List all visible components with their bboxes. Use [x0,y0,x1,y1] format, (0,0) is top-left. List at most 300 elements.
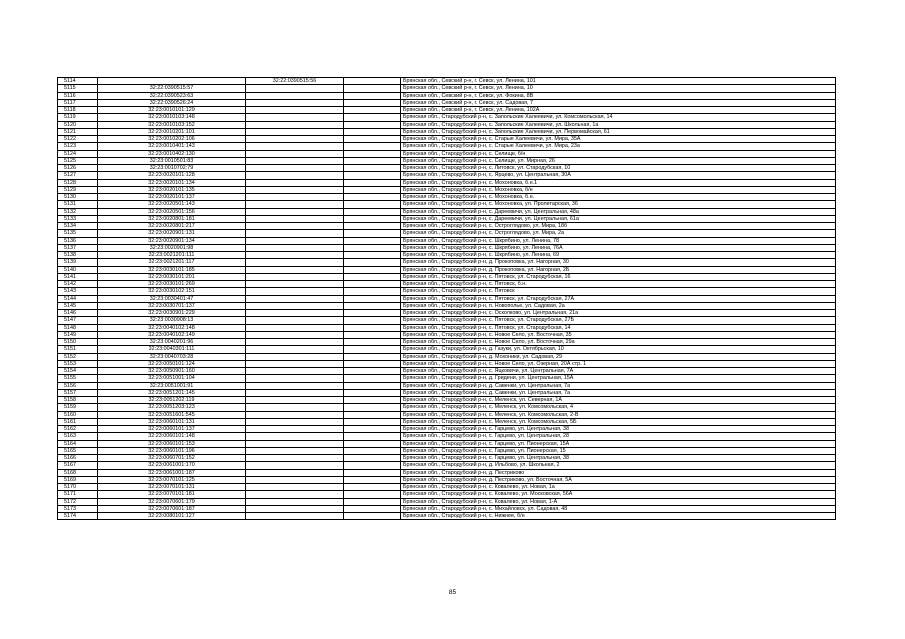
empty-cell [344,201,401,208]
cadastral-number-alt-cell [246,150,344,157]
address-cell: Брянская обл., Стародубский р-н, с. Запольские Халеевичи, ул. Первомайская, 61 [401,128,836,135]
row-number-cell: 5153 [58,360,98,367]
row-number-cell: 5157 [58,389,98,396]
cadastral-number-cell: 32:23:0030101:201 [98,273,246,280]
table-row [58,237,836,244]
address-cell: Брянская обл., Стародубский р-н, с. Гарцево, ул. Пионерская, 15 [401,447,836,454]
cadastral-number-alt-cell [246,389,344,396]
cadastral-number-cell: 32:23:0020101:135 [98,186,246,193]
cadastral-number-alt-cell [246,382,344,389]
cadastral-number-cell: 32:23:0050901:160 [98,368,246,375]
cadastral-number-cell: 32:23:0060101:131 [98,418,246,425]
address-cell: Брянская обл., Севский р-н, г. Севск, ул. Садовая, 7 [401,99,836,106]
address-cell: Брянская обл., Стародубский р-н, с. Пятовск, ул. Стародубская, 27А [401,295,836,302]
cadastral-number-alt-cell [246,360,344,367]
cadastral-number-cell: 32:23:0030102:151 [98,288,246,295]
row-number-cell: 5128 [58,179,98,186]
table-row [58,230,836,237]
empty-cell [344,252,401,259]
cadastral-number-alt-cell [246,157,344,164]
table-row [58,215,836,222]
table-row [58,331,836,338]
address-cell: Брянская обл., Стародубский р-н, с. Новое Село, ул. Озерная, 20А стр. 1 [401,360,836,367]
cadastral-number-alt-cell [246,368,344,375]
cadastral-number-cell: 32:23:0070101:181 [98,491,246,498]
empty-cell [344,208,401,215]
empty-cell [344,411,401,418]
table-row [58,411,836,418]
row-number-cell: 5142 [58,281,98,288]
table-row [58,281,836,288]
cadastral-number-cell: 32:23:0020501:156 [98,208,246,215]
empty-cell [344,244,401,251]
row-number-cell: 5121 [58,128,98,135]
row-number-cell: 5139 [58,259,98,266]
cadastral-number-alt-cell [246,447,344,454]
table-row [58,244,836,251]
cadastral-number-alt-cell [246,491,344,498]
table-row [58,172,836,179]
table-row [58,455,836,462]
address-cell: Брянская обл., Стародубский р-н, с. Остроглядово, ул. Мира, 2а [401,230,836,237]
row-number-cell: 5152 [58,353,98,360]
table-row [58,114,836,121]
cadastral-number-cell: 32:23:0040102:148 [98,324,246,331]
cadastral-number-cell: 32:23:0010401:143 [98,143,246,150]
empty-cell [344,382,401,389]
address-cell: Брянская обл., Стародубский р-н, с. Пятовск, б.н. [401,281,836,288]
row-number-cell: 5141 [58,273,98,280]
address-cell: Брянская обл., Стародубский р-н, с. Новое Село, ул. Восточная, 29а [401,339,836,346]
address-cell: Брянская обл., Стародубский р-н, с. Ковалево, ул. Новая, 1-А [401,498,836,505]
cadastral-number-alt-cell [246,375,344,382]
empty-cell [344,92,401,99]
table-row [58,121,836,128]
address-cell: Брянская обл., Стародубский р-н, с. Гарцево, ул. Центральная, 28 [401,433,836,440]
row-number-cell: 5164 [58,440,98,447]
table-row [58,360,836,367]
address-cell: Брянская обл., Стародубский р-н, с. Шкрябино, ул. Ленина, 69 [401,252,836,259]
cadastral-number-alt-cell [246,179,344,186]
cadastral-number-cell: 32:23:0020801:181 [98,215,246,222]
empty-cell [344,447,401,454]
cadastral-number-cell: 32:23:0010103:152 [98,121,246,128]
empty-cell [344,259,401,266]
cadastral-number-alt-cell [246,136,344,143]
empty-cell [344,273,401,280]
registry-table [57,77,836,520]
table-row [58,273,836,280]
empty-cell [344,179,401,186]
address-cell: Брянская обл., Стародубский р-н, д. Савенки, ул. Центральная, 7а [401,382,836,389]
empty-cell [344,513,401,520]
table-row [58,186,836,193]
cadastral-number-alt-cell [246,252,344,259]
table-row [58,513,836,520]
cadastral-number-cell: 32:23:0010103:148 [98,114,246,121]
cadastral-number-cell: 32:23:0020501:143 [98,201,246,208]
cadastral-number-cell: 32:23:0080101:127 [98,513,246,520]
address-cell: Брянская обл., Стародубский р-н, с. Мохоновка, б.н. [401,194,836,201]
address-cell: Брянская обл., Севский р-н, г. Севск, ул. Фокина, 8В [401,92,836,99]
table-row [58,157,836,164]
empty-cell [344,157,401,164]
cadastral-number-alt-cell: 32:22:0390515:56 [246,78,344,85]
empty-cell [344,440,401,447]
row-number-cell: 5170 [58,484,98,491]
row-number-cell: 5127 [58,172,98,179]
cadastral-number-cell: 32:23:0060101:148 [98,433,246,440]
empty-cell [344,150,401,157]
table-row [58,469,836,476]
cadastral-number-alt-cell [246,244,344,251]
page-number: 85 [448,589,457,596]
address-cell: Брянская обл., Стародубский р-н, д. Прокоповка, ул. Нагорная, 2Б [401,266,836,273]
cadastral-number-alt-cell [246,346,344,353]
address-cell: Брянская обл., Стародубский р-н, с. Нижнее, б/н [401,513,836,520]
row-number-cell: 5138 [58,252,98,259]
row-number-cell: 5137 [58,244,98,251]
table-row [58,418,836,425]
address-cell: Брянская обл., Стародубский р-н, с. Шкрябино, ул. Ленина, 76А [401,244,836,251]
empty-cell [344,404,401,411]
address-cell: Брянская обл., Стародубский р-н, с. Яцковичи, ул. Центральная, 7А [401,368,836,375]
cadastral-number-alt-cell [246,114,344,121]
row-number-cell: 5165 [58,447,98,454]
row-number-cell: 5135 [58,230,98,237]
empty-cell [344,78,401,85]
row-number-cell: 5122 [58,136,98,143]
row-number-cell: 5160 [58,411,98,418]
cadastral-number-alt-cell [246,404,344,411]
cadastral-number-cell: 32:23:0061001:170 [98,462,246,469]
address-cell: Брянская обл., Стародубский р-н, с. Меленск, ул. Северная, 1А [401,397,836,404]
cadastral-number-cell: 32:23:0021201:117 [98,259,246,266]
row-number-cell: 5124 [58,150,98,157]
cadastral-number-alt-cell [246,107,344,114]
cadastral-number-alt-cell [246,121,344,128]
cadastral-number-alt-cell [246,237,344,244]
row-number-cell: 5169 [58,476,98,483]
row-number-cell: 5119 [58,114,98,121]
table-row [58,150,836,157]
table-row [58,368,836,375]
table-row [58,404,836,411]
address-cell: Брянская обл., Севский р-н, г. Севск, ул. Ленина, 101 [401,78,836,85]
table-row [58,194,836,201]
cadastral-number-cell: 32:23:0040703:28 [98,353,246,360]
address-cell: Брянская обл., Стародубский р-н, с. Пятовск, ул. Стародубская, 27Б [401,317,836,324]
table-row [58,78,836,85]
cadastral-number-cell: 32:23:0051601:545 [98,411,246,418]
empty-cell [344,353,401,360]
address-cell: Брянская обл., Стародубский р-н, с. Мохоновка, ул. Пролетарская, 36 [401,201,836,208]
cadastral-number-alt-cell [246,92,344,99]
cadastral-number-cell [98,78,246,85]
table-row [58,252,836,259]
row-number-cell: 5134 [58,223,98,230]
empty-cell [344,99,401,106]
row-number-cell: 5154 [58,368,98,375]
empty-cell [344,455,401,462]
row-number-cell: 5143 [58,288,98,295]
address-cell: Брянская обл., Стародубский р-н, д. Гридени, ул. Центральная, 15А [401,375,836,382]
row-number-cell: 5114 [58,78,98,85]
cadastral-number-alt-cell [246,462,344,469]
empty-cell [344,237,401,244]
table-row [58,462,836,469]
row-number-cell: 5131 [58,201,98,208]
row-number-cell: 5150 [58,339,98,346]
table-row [58,136,836,143]
cadastral-number-alt-cell [246,324,344,331]
table-row [58,484,836,491]
table-row [58,99,836,106]
cadastral-number-alt-cell [246,353,344,360]
cadastral-number-alt-cell [246,339,344,346]
address-cell: Брянская обл., Стародубский р-н, с. Меленск, ул. Комсомольская, 5Б [401,418,836,425]
cadastral-number-cell: 32:23:0030101:185 [98,266,246,273]
cadastral-number-cell: 32:23:0020901:131 [98,230,246,237]
empty-cell [344,498,401,505]
empty-cell [344,302,401,309]
cadastral-number-cell: 32:23:0020101:134 [98,179,246,186]
table-row [58,353,836,360]
empty-cell [344,194,401,201]
empty-cell [344,389,401,396]
row-number-cell: 5145 [58,302,98,309]
row-number-cell: 5118 [58,107,98,114]
cadastral-number-cell: 32:23:0030901:229 [98,310,246,317]
address-cell: Брянская обл., Стародубский р-н, с. Старые Халеевичи, ул. Мира, 35А [401,136,836,143]
row-number-cell: 5123 [58,143,98,150]
empty-cell [344,114,401,121]
table-row [58,266,836,273]
cadastral-number-alt-cell [246,194,344,201]
table-row [58,440,836,447]
cadastral-number-cell: 32:23:0010201:101 [98,128,246,135]
address-cell: Брянская обл., Стародубский р-н, с. Ковалево, ул. Новая, 1а [401,484,836,491]
table-row [58,498,836,505]
row-number-cell: 5161 [58,418,98,425]
cadastral-number-alt-cell [246,440,344,447]
table-row [58,143,836,150]
cadastral-number-alt-cell [246,418,344,425]
empty-cell [344,281,401,288]
address-cell: Брянская обл., Стародубский р-н, с. Меленск, ул. Комсомольская, 4 [401,404,836,411]
cadastral-number-cell: 32:23:0070601:187 [98,505,246,512]
empty-cell [344,426,401,433]
row-number-cell: 5158 [58,397,98,404]
empty-cell [344,310,401,317]
address-cell: Брянская обл., Стародубский р-н, с. Михайловск, ул. Садовая, 48 [401,505,836,512]
table-row [58,165,836,172]
cadastral-number-cell: 32:23:0021201:111 [98,252,246,259]
empty-cell [344,172,401,179]
cadastral-number-alt-cell [246,433,344,440]
table-row [58,302,836,309]
empty-cell [344,215,401,222]
row-number-cell: 5162 [58,426,98,433]
cadastral-number-alt-cell [246,310,344,317]
row-number-cell: 5148 [58,324,98,331]
table-row [58,382,836,389]
empty-cell [344,324,401,331]
cadastral-number-cell: 32:23:0060101:196 [98,447,246,454]
row-number-cell: 5174 [58,513,98,520]
cadastral-number-alt-cell [246,186,344,193]
cadastral-number-alt-cell [246,498,344,505]
table-row [58,107,836,114]
address-cell: Брянская обл., Стародубский р-н, д. Пестриково, ул. Восточная, 5А [401,476,836,483]
cadastral-number-alt-cell [246,484,344,491]
empty-cell [344,360,401,367]
table-row [58,288,836,295]
address-cell: Брянская обл., Стародубский р-н, с. Пятовск, ул. Стародубская, 14 [401,324,836,331]
table-row [58,208,836,215]
address-cell: Брянская обл., Стародубский р-н, с. Меленск, ул. Комсомольская, 2-В [401,411,836,418]
cadastral-number-cell: 32:23:0010202:106 [98,136,246,143]
cadastral-number-alt-cell [246,469,344,476]
row-number-cell: 5126 [58,165,98,172]
table-row [58,447,836,454]
address-cell: Брянская обл., Стародубский р-н, с. Ярцево, ул. Центральная, 30А [401,172,836,179]
address-cell: Брянская обл., Стародубский р-н, с. Пятовск [401,288,836,295]
address-cell: Брянская обл., Стародубский р-н, с. Ковалево, ул. Московская, 56А [401,491,836,498]
empty-cell [344,469,401,476]
cadastral-number-alt-cell [246,201,344,208]
table-row [58,426,836,433]
cadastral-number-cell: 32:23:0010501:83 [98,157,246,164]
table-row [58,346,836,353]
address-cell: Брянская обл., Стародубский р-н, с. Запольские Халеевичи, ул. Школьная, 1а [401,121,836,128]
cadastral-number-cell: 32:23:0070601:179 [98,498,246,505]
address-cell: Брянская обл., Стародубский р-н, с. Гарцево, ул. Центральная, 38 [401,455,836,462]
address-cell: Брянская обл., Стародубский р-н, д. Ильбово, ул. Школьная, 2 [401,462,836,469]
row-number-cell: 5155 [58,375,98,382]
cadastral-number-cell: 32:23:0020901:134 [98,237,246,244]
address-cell: Брянская обл., Стародубский р-н, п. Новополье, ул. Садовая, 2а [401,302,836,309]
empty-cell [344,230,401,237]
cadastral-number-alt-cell [246,455,344,462]
address-cell: Брянская обл., Стародубский р-н, д. Газуки, ул. Октябрьская, 10 [401,346,836,353]
cadastral-number-cell: 32:22:0390515:57 [98,85,246,92]
cadastral-number-alt-cell [246,230,344,237]
row-number-cell: 5147 [58,317,98,324]
empty-cell [344,295,401,302]
cadastral-number-cell: 32:23:0051202:119 [98,397,246,404]
cadastral-number-cell: 32:23:0060701:152 [98,455,246,462]
address-cell: Брянская обл., Стародубский р-н, д. Мохоники, ул. Садовая, 29 [401,353,836,360]
table-row [58,295,836,302]
cadastral-number-cell: 32:23:0030701:137 [98,302,246,309]
address-cell: Брянская обл., Стародубский р-н, с. Старые Халеевичи, ул. Мира, 23а [401,143,836,150]
row-number-cell: 5140 [58,266,98,273]
row-number-cell: 5144 [58,295,98,302]
cadastral-number-alt-cell [246,513,344,520]
row-number-cell: 5125 [58,157,98,164]
cadastral-number-alt-cell [246,172,344,179]
address-cell: Брянская обл., Стародубский р-н, с. Дареевичи, ул. Центральная, 61а [401,215,836,222]
cadastral-number-cell: 32:23:0030101:269 [98,281,246,288]
cadastral-number-cell: 32:23:0060101:153 [98,440,246,447]
cadastral-number-alt-cell [246,476,344,483]
row-number-cell: 5130 [58,194,98,201]
cadastral-number-cell: 32:22:0390523:63 [98,92,246,99]
table-row [58,259,836,266]
empty-cell [344,346,401,353]
table-row [58,128,836,135]
cadastral-number-cell: 32:22:0390526:24 [98,99,246,106]
cadastral-number-alt-cell [246,165,344,172]
table-row [58,339,836,346]
cadastral-number-cell: 32:23:0020801:217 [98,223,246,230]
row-number-cell: 5166 [58,455,98,462]
address-cell: Брянская обл., Стародубский р-н, с. Запольские Халеевичи, ул. Комсомольская, 14 [401,114,836,121]
cadastral-number-cell: 32:23:0010101:129 [98,107,246,114]
cadastral-number-alt-cell [246,317,344,324]
cadastral-number-cell: 32:23:0030401:47 [98,295,246,302]
address-cell: Брянская обл., Стародубский р-н, с. Гарцево, ул. Пионерская, 15А [401,440,836,447]
cadastral-number-cell: 32:23:0070101:125 [98,476,246,483]
cadastral-number-alt-cell [246,273,344,280]
empty-cell [344,462,401,469]
cadastral-number-cell: 32:23:0010402:130 [98,150,246,157]
table-row [58,92,836,99]
cadastral-number-cell: 32:23:0050101:124 [98,360,246,367]
address-cell: Брянская обл., Стародубский р-н, д. Прокоповка, ул. Нагорная, 30 [401,259,836,266]
table-row [58,317,836,324]
address-cell: Брянская обл., Стародубский р-н, с. Шкрябино, ул. Ленина, 78 [401,237,836,244]
cadastral-number-cell: 32:23:0070101:131 [98,484,246,491]
cadastral-number-cell: 32:23:0051001:91 [98,382,246,389]
table-row [58,397,836,404]
address-cell: Брянская обл., Севский р-н, г. Севск, ул. Ленина, 102А [401,107,836,114]
empty-cell [344,186,401,193]
address-cell: Брянская обл., Стародубский р-н, с. Селище, б/н [401,150,836,157]
row-number-cell: 5171 [58,491,98,498]
cadastral-number-alt-cell [246,295,344,302]
empty-cell [344,491,401,498]
empty-cell [344,368,401,375]
empty-cell [344,339,401,346]
cadastral-number-alt-cell [246,99,344,106]
cadastral-number-alt-cell [246,259,344,266]
cadastral-number-cell: 32:23:0051203:123 [98,404,246,411]
empty-cell [344,85,401,92]
empty-cell [344,266,401,273]
row-number-cell: 5172 [58,498,98,505]
address-cell: Брянская обл., Стародубский р-н, с. Литовск, ул. Стародубская, 10 [401,165,836,172]
cadastral-number-cell: 32:23:0040201:96 [98,339,246,346]
address-cell: Брянская обл., Стародубский р-н, с. Гарцево, ул. Центральная, 38 [401,426,836,433]
row-number-cell: 5156 [58,382,98,389]
address-cell: Брянская обл., Стародубский р-н, с. Мохоновка, б.н.1 [401,179,836,186]
table-row [58,505,836,512]
registry-table-body [58,78,836,520]
empty-cell [344,288,401,295]
cadastral-number-cell: 32:23:0060101:137 [98,426,246,433]
table-row [58,476,836,483]
row-number-cell: 5163 [58,433,98,440]
cadastral-number-cell: 32:23:0051001:104 [98,375,246,382]
address-cell: Брянская обл., Стародубский р-н, с. Пятовск, ул. Стародубская, 16 [401,273,836,280]
address-cell: Брянская обл., Стародубский р-н, с. Остроглядово, ул. Мира, 18б [401,223,836,230]
address-cell: Брянская обл., Стародубский р-н, с. Осколково, ул. Центральная, 21а [401,310,836,317]
row-number-cell: 5136 [58,237,98,244]
cadastral-number-alt-cell [246,281,344,288]
cadastral-number-cell: 32:23:0020101:128 [98,172,246,179]
